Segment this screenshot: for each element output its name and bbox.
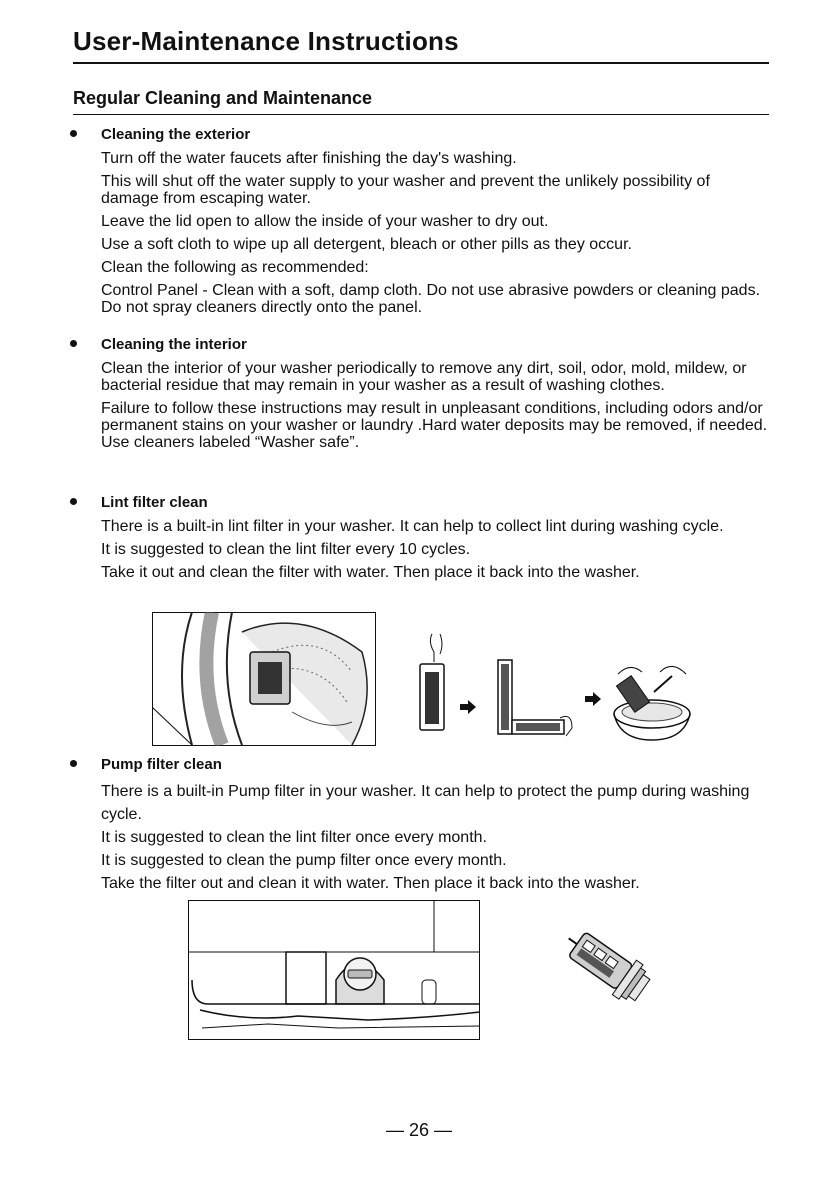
paragraph: Leave the lid open to allow the inside of your washer to dry out. — [101, 213, 549, 230]
paragraph: Control Panel - Clean with a soft, damp cloth. Do not use abrasive powders or cleaning pads. Do not spray cleaners directly onto the panel. — [101, 282, 761, 316]
section-heading: Cleaning the interior — [101, 336, 247, 353]
paragraph: Failure to follow these instructions may result in unpleasant conditions, including odors and/or permanent stains on your washer or laundry .Hard water deposits may be removed, if needed. Use cleaners labeled “Washer safe”. — [101, 400, 768, 451]
bullet — [70, 130, 77, 137]
paragraph: Clean the interior of your washer periodically to remove any dirt, soil, odor, mold, mildew, or bacterial residue that may remain in your washer as a result of washing clothes. — [101, 360, 747, 394]
bullet — [70, 340, 77, 347]
page-title: User-Maintenance Instructions — [73, 26, 459, 56]
section-heading: Cleaning the exterior — [101, 126, 251, 143]
filter-washing-graphic — [614, 666, 690, 740]
paragraph: This will shut off the water supply to your washer and prevent the unlikely possibility of damage from escaping water. — [101, 173, 710, 207]
paragraph: There is a built-in Pump filter in your washer. It can help to protect the pump during washing cycle. — [101, 783, 750, 823]
section-heading: Lint filter clean — [101, 494, 208, 511]
paragraph: Take it out and clean the filter with water. Then place it back into the washer. — [101, 564, 640, 581]
arrow-icon — [585, 692, 601, 706]
filter-held-graphic — [420, 634, 444, 730]
section-heading: Pump filter clean — [101, 756, 222, 773]
pump-filter-location-illustration — [188, 900, 480, 1040]
lint-filter-steps-illustration — [410, 632, 694, 747]
page-number: — 26 — — [385, 1120, 453, 1140]
paragraph: Use a soft cloth to wipe up all detergent, bleach or other pills as they occur. — [101, 236, 632, 253]
bullet — [70, 760, 77, 767]
arrow-icon — [460, 700, 476, 714]
washer-tub-illustration — [152, 612, 376, 746]
section-cleaning-exterior — [101, 126, 769, 322]
section-pump-filter — [101, 756, 769, 895]
title-divider — [73, 62, 769, 64]
pump-filter-part-illustration — [550, 915, 660, 1015]
bullet — [70, 498, 77, 505]
paragraph: Turn off the water faucets after finishing the day's washing. — [101, 150, 517, 167]
section-lint-filter — [101, 494, 769, 587]
paragraph: Take the filter out and clean it with water. Then place it back into the washer. — [101, 875, 640, 892]
section-title: Regular Cleaning and Maintenance — [73, 88, 373, 108]
paragraph: It is suggested to clean the lint filter every 10 cycles. — [101, 541, 471, 558]
section-cleaning-interior — [101, 336, 769, 457]
section-divider — [73, 114, 769, 115]
filter-opened-graphic — [498, 660, 572, 736]
paragraph: It is suggested to clean the pump filter once every month. — [101, 852, 507, 869]
paragraph: There is a built-in lint filter in your washer. It can help to collect lint during washing cycle. — [101, 518, 724, 535]
paragraph: Clean the following as recommended: — [101, 259, 369, 276]
paragraph: It is suggested to clean the lint filter once every month. — [101, 829, 487, 846]
